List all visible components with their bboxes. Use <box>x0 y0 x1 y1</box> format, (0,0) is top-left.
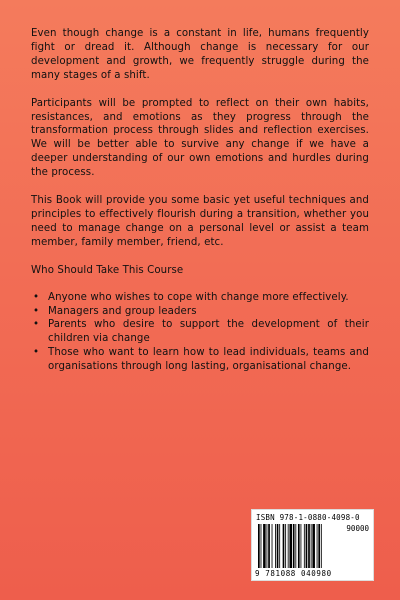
section-heading: Who Should Take This Course <box>31 264 184 276</box>
list-item <box>31 305 369 319</box>
list-item-text: Those who want to learn how to lead individuals, teams and organisations through long lasting, organisational change. <box>48 347 369 373</box>
list-item-text: Managers and group leaders <box>48 305 197 317</box>
intro-paragraph: Even though change is a constant in life, humans frequently fight or dread it. Although change is necessary for our development and growth, we frequently struggle during the many stages of a shift. <box>31 28 369 81</box>
bullet-icon: • <box>33 319 40 331</box>
bullet-icon: • <box>33 347 40 359</box>
bullet-icon: • <box>33 305 40 317</box>
isbn-label: ISBN 978-1-0880-4098-0 <box>256 513 360 522</box>
price-code: 90000 <box>346 524 369 533</box>
book-paragraph: This Book will provide you some basic yet useful techniques and principles to effectively flourish during a transition, whether you need to manage change on a personal level or assist a team member, family member, friend, etc. <box>31 195 369 248</box>
bullet-icon: • <box>33 291 40 303</box>
list-item-text: Parents who desire to support the development of their children via change <box>48 319 369 345</box>
participants-paragraph: Participants will be prompted to reflect on their own habits, resistances, and emotions as they progress through the transformation process through slides and reflection exercises. We will be better able to survive any change if we have a deeper understanding of our own emotions and hurdles during the process. <box>31 97 369 179</box>
list-item <box>31 291 369 305</box>
list-item <box>31 318 369 346</box>
barcode-bars-icon <box>256 524 342 568</box>
audience-list <box>31 291 369 374</box>
list-item-text: Anyone who wishes to cope with change more effectively. <box>48 291 349 303</box>
isbn-barcode <box>251 509 374 581</box>
barcode-digits: 9 781088 040980 <box>255 569 332 578</box>
list-item <box>31 346 369 374</box>
back-cover-text <box>31 27 369 374</box>
